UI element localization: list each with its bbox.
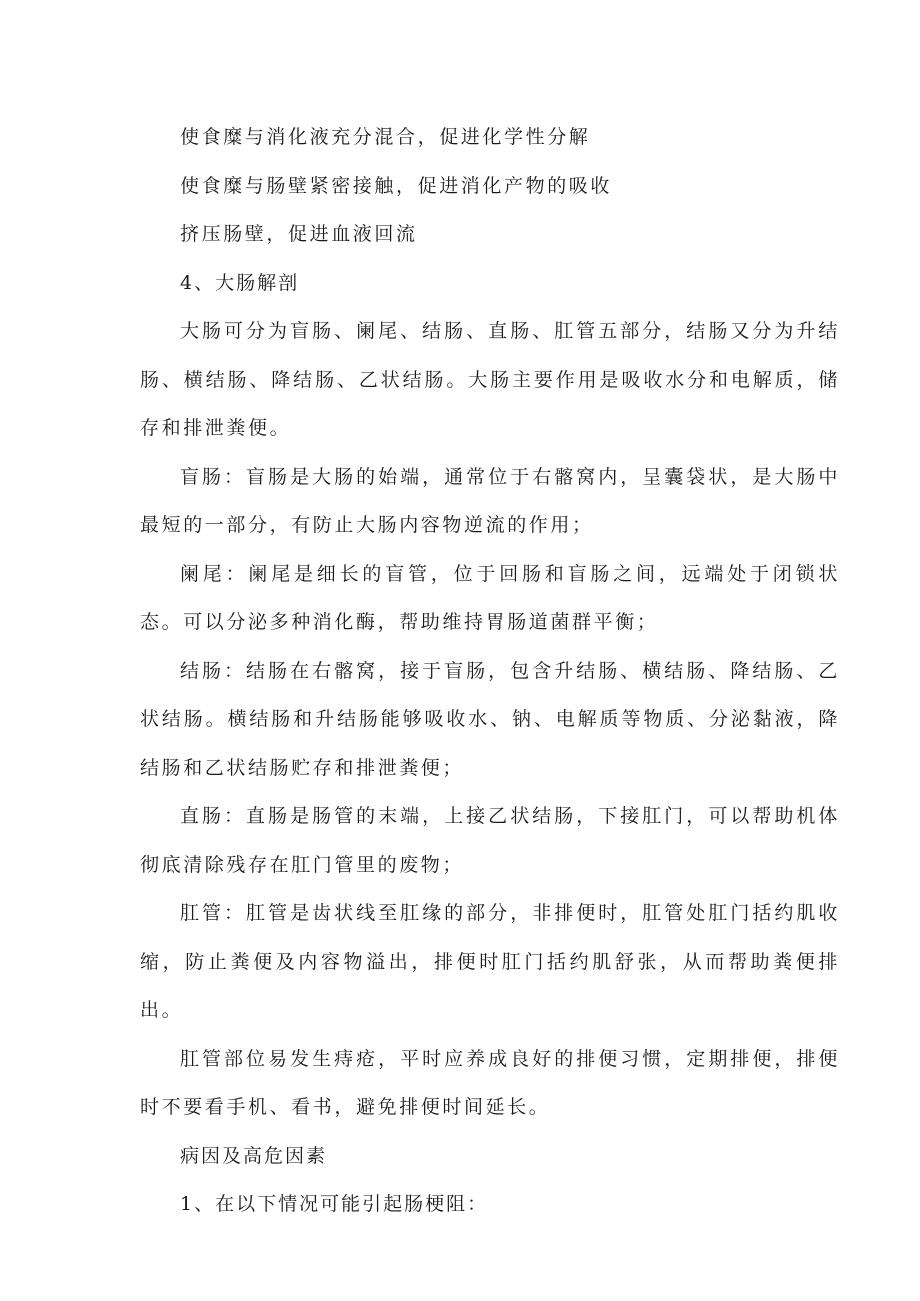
paragraph-rectum: 直肠：直肠是肠管的末端，上接乙状结肠，下接肛门，可以帮助机体彻底清除残存在肛门管里的废物；: [140, 805, 840, 876]
paragraph-blood-return: 挤压肠壁，促进血液回流: [180, 223, 418, 245]
section-heading-large-intestine: 4、大肠解剖: [180, 271, 300, 294]
paragraph-anal-canal: 肛管：肛管是齿状线至肛缘的部分，非排便时，肛管处肛门括约肌收缩，防止粪便及内容物溢出，排便时肛门括约肌舒张，从而帮助粪便排出。: [140, 902, 840, 1021]
paragraph-large-intestine-overview: 大肠可分为盲肠、阑尾、结肠、直肠、肛管五部分，结肠又分为升结肠、横结肠、降结肠、乙状结肠。大肠主要作用是吸收水分和电解质，储存和排泄粪便。: [140, 320, 840, 439]
paragraph-hemorrhoid-advice: 肛管部位易发生痔疮，平时应养成良好的排便习惯，定期排便，排便时不要看手机、看书，避免排便时间延长。: [140, 1047, 840, 1118]
paragraph-cecum: 盲肠：盲肠是大肠的始端，通常位于右髂窝内，呈囊袋状，是大肠中最短的一部分，有防止大肠内容物逆流的作用；: [140, 465, 840, 536]
paragraph-colon: 结肠：结肠在右髂窝，接于盲肠，包含升结肠、横结肠、降结肠、乙状结肠。横结肠和升结肠能够吸收水、钠、电解质等物质、分泌黏液，降结肠和乙状结肠贮存和排泄粪便；: [140, 659, 840, 779]
list-heading-obstruction: 1、在以下情况可能引起肠梗阻：: [180, 1193, 489, 1215]
paragraph-absorption: 使食糜与肠壁紧密接触，促进消化产物的吸收: [180, 174, 613, 197]
paragraph-appendix: 阑尾：阑尾是细长的盲管，位于回肠和盲肠之间，远端处于闭锁状态。可以分泌多种消化酶，帮助维持胃肠道菌群平衡；: [140, 562, 840, 633]
document-body: [140, 113, 840, 1229]
section-heading-causes: 病因及高危因素: [180, 1144, 328, 1167]
paragraph-mixing: 使食糜与消化液充分混合，促进化学性分解: [180, 126, 591, 148]
